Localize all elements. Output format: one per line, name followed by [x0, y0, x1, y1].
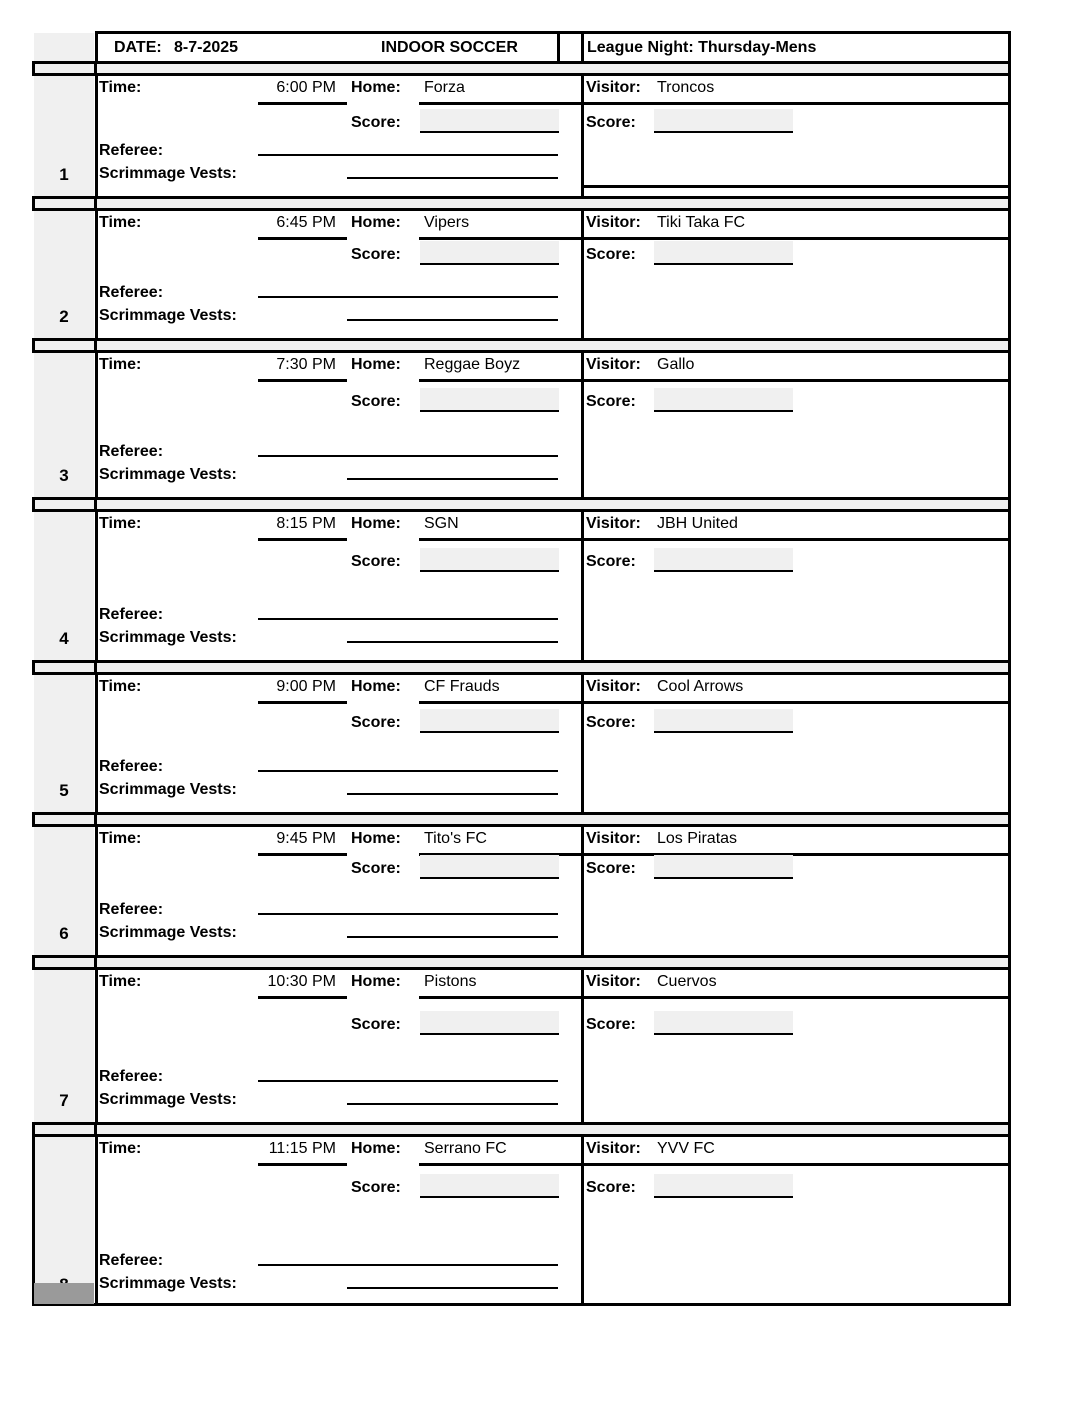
- time-underline: [258, 538, 347, 541]
- game-time: 6:45 PM: [276, 214, 336, 231]
- block-right-border: [1008, 675, 1011, 812]
- league-night: League Night: Thursday-Mens: [587, 39, 817, 56]
- referee-field[interactable]: [258, 1080, 558, 1082]
- vests-label: Scrimmage Vests:: [99, 307, 237, 324]
- home-row-underline: [419, 102, 583, 105]
- block-right-border: [1008, 211, 1011, 338]
- game-separator: [32, 61, 1011, 76]
- game-time: 9:45 PM: [276, 830, 336, 847]
- extra-rule: [582, 185, 1011, 188]
- home-score-field[interactable]: [420, 388, 559, 412]
- block-middle-border: [581, 76, 584, 196]
- home-score-field[interactable]: [420, 709, 559, 733]
- date-value: 8-7-2025: [174, 39, 239, 56]
- referee-field[interactable]: [258, 296, 558, 298]
- time-label: Time:: [99, 515, 142, 532]
- game-time: 9:00 PM: [276, 678, 336, 695]
- visitor-score-field[interactable]: [654, 709, 793, 733]
- game-time: 11:15 PM: [268, 1140, 336, 1157]
- referee-field[interactable]: [258, 913, 558, 915]
- vests-label: Scrimmage Vests:: [99, 781, 237, 798]
- visitor-label: Visitor:: [586, 356, 641, 373]
- home-row-underline: [419, 237, 583, 240]
- time-underline: [258, 853, 347, 856]
- time-label: Time:: [99, 973, 142, 990]
- separator-split: [94, 663, 97, 672]
- referee-field[interactable]: [258, 770, 558, 772]
- visitor-score-label: Score:: [586, 1179, 636, 1196]
- block-left-border: [95, 211, 98, 338]
- home-label: Home:: [351, 214, 401, 231]
- separator-split: [94, 500, 97, 509]
- visitor-label: Visitor:: [586, 973, 641, 990]
- game-separator: [32, 812, 1011, 827]
- home-row-underline: [419, 996, 583, 999]
- game-time: 10:30 PM: [267, 973, 336, 990]
- block-middle-border: [581, 827, 584, 955]
- referee-label: Referee:: [99, 1252, 164, 1269]
- game-separator: [32, 338, 1011, 353]
- referee-label: Referee:: [99, 443, 164, 460]
- visitor-label: Visitor:: [586, 1140, 641, 1157]
- home-score-field[interactable]: [420, 1174, 559, 1198]
- vests-field[interactable]: [347, 1103, 558, 1105]
- vests-label: Scrimmage Vests:: [99, 629, 237, 646]
- block-left-border: [95, 353, 98, 497]
- vests-field[interactable]: [347, 793, 558, 795]
- header-divider: [581, 31, 584, 63]
- block-middle-border: [581, 512, 584, 660]
- visitor-team: Tiki Taka FC: [657, 214, 746, 231]
- game-number: 3: [59, 466, 69, 485]
- visitor-team: JBH United: [657, 515, 738, 532]
- home-team: Vipers: [424, 214, 470, 231]
- visitor-score-field[interactable]: [654, 388, 793, 412]
- visitor-score-label: Score:: [586, 1016, 636, 1033]
- home-label: Home:: [351, 356, 401, 373]
- home-label: Home:: [351, 79, 401, 96]
- vests-label: Scrimmage Vests:: [99, 1091, 237, 1108]
- vests-field[interactable]: [347, 177, 558, 179]
- block-right-border: [1008, 353, 1011, 497]
- visitor-score-label: Score:: [586, 714, 636, 731]
- referee-label: Referee:: [99, 1068, 164, 1085]
- home-score-label: Score:: [351, 246, 401, 263]
- vests-label: Scrimmage Vests:: [99, 1275, 237, 1292]
- separator-split: [94, 199, 97, 208]
- game-separator: [32, 660, 1011, 675]
- time-underline: [258, 996, 347, 999]
- home-team: Serrano FC: [424, 1140, 507, 1157]
- header-top-border: [95, 31, 1011, 34]
- game-number: 2: [59, 307, 69, 326]
- vests-label: Scrimmage Vests:: [99, 924, 237, 941]
- visitor-label: Visitor:: [586, 515, 641, 532]
- time-underline: [258, 701, 347, 704]
- visitor-team: YVV FC: [657, 1140, 715, 1157]
- visitor-row-underline: [582, 538, 1011, 541]
- referee-label: Referee:: [99, 758, 164, 775]
- visitor-score-label: Score:: [586, 553, 636, 570]
- home-score-label: Score:: [351, 714, 401, 731]
- vests-field[interactable]: [347, 319, 558, 321]
- time-underline: [258, 237, 347, 240]
- block-right-border: [1008, 827, 1011, 955]
- game-number: 5: [59, 781, 69, 800]
- home-label: Home:: [351, 678, 401, 695]
- referee-label: Referee:: [99, 606, 164, 623]
- time-label: Time:: [99, 214, 142, 231]
- visitor-team: Cuervos: [657, 973, 717, 990]
- visitor-score-label: Score:: [586, 114, 636, 131]
- event-title: INDOOR SOCCER: [381, 39, 518, 56]
- time-label: Time:: [99, 1140, 142, 1157]
- vests-label: Scrimmage Vests:: [99, 165, 237, 182]
- visitor-score-label: Score:: [586, 393, 636, 410]
- block-left-border: [95, 512, 98, 660]
- separator-split: [94, 958, 97, 967]
- visitor-team: Los Piratas: [657, 830, 738, 847]
- time-label: Time:: [99, 356, 142, 373]
- block-middle-border: [581, 970, 584, 1122]
- home-row-underline: [419, 1163, 583, 1166]
- referee-field[interactable]: [258, 455, 558, 457]
- visitor-row-underline: [582, 1163, 1011, 1166]
- block-middle-border: [581, 353, 584, 497]
- block-middle-border: [581, 211, 584, 338]
- home-label: Home:: [351, 973, 401, 990]
- home-score-field[interactable]: [420, 109, 559, 133]
- visitor-label: Visitor:: [586, 79, 641, 96]
- block-left-border: [95, 76, 98, 196]
- bottom-border: [32, 1303, 1011, 1306]
- vests-field[interactable]: [347, 936, 558, 938]
- separator-split: [94, 815, 97, 824]
- game-number: 6: [59, 924, 69, 943]
- time-label: Time:: [99, 830, 142, 847]
- vests-label: Scrimmage Vests:: [99, 466, 237, 483]
- block-right-border: [1008, 512, 1011, 660]
- time-label: Time:: [99, 79, 142, 96]
- game-separator: [32, 196, 1011, 211]
- home-team: Reggae Boyz: [424, 356, 521, 373]
- home-label: Home:: [351, 1140, 401, 1157]
- separator-split: [94, 1125, 97, 1134]
- home-row-underline: [419, 538, 583, 541]
- home-team: CF Frauds: [424, 678, 500, 695]
- visitor-team: Troncos: [657, 79, 715, 96]
- visitor-label: Visitor:: [586, 678, 641, 695]
- home-row-underline: [419, 379, 583, 382]
- time-underline: [258, 379, 347, 382]
- referee-field[interactable]: [258, 618, 558, 620]
- referee-label: Referee:: [99, 142, 164, 159]
- visitor-row-underline: [582, 379, 1011, 382]
- home-score-field[interactable]: [420, 855, 559, 879]
- home-score-label: Score:: [351, 393, 401, 410]
- referee-field[interactable]: [258, 1264, 558, 1266]
- visitor-team: Gallo: [657, 356, 695, 373]
- referee-field[interactable]: [258, 154, 558, 156]
- game-separator: [32, 497, 1011, 512]
- visitor-score-field[interactable]: [654, 109, 793, 133]
- separator-split: [94, 341, 97, 350]
- home-team: Pistons: [424, 973, 477, 990]
- block-right-border: [1008, 970, 1011, 1122]
- visitor-row-underline: [582, 102, 1011, 105]
- game-number-column: [34, 1137, 94, 1283]
- block-left-border: [95, 970, 98, 1122]
- visitor-score-field[interactable]: [654, 1174, 793, 1198]
- header-left-border: [95, 31, 98, 63]
- visitor-score-field[interactable]: [654, 1011, 793, 1035]
- home-score-label: Score:: [351, 860, 401, 877]
- game-number: 1: [59, 165, 69, 184]
- visitor-score-field[interactable]: [654, 855, 793, 879]
- home-score-label: Score:: [351, 1179, 401, 1196]
- block-left-border: [95, 827, 98, 955]
- referee-label: Referee:: [99, 284, 164, 301]
- game-number: 7: [59, 1091, 69, 1110]
- time-underline: [258, 102, 347, 105]
- vests-field[interactable]: [347, 478, 558, 480]
- home-team: Forza: [424, 79, 465, 96]
- vests-field[interactable]: [347, 1287, 558, 1289]
- game-time: 7:30 PM: [276, 356, 336, 373]
- home-score-field[interactable]: [420, 241, 559, 265]
- referee-label: Referee:: [99, 901, 164, 918]
- visitor-team: Cool Arrows: [657, 678, 744, 695]
- home-label: Home:: [351, 830, 401, 847]
- visitor-score-label: Score:: [586, 860, 636, 877]
- block-right-border: [1008, 76, 1011, 196]
- game-separator: [32, 955, 1011, 970]
- footer-shaded-cell: [34, 1283, 94, 1304]
- home-score-label: Score:: [351, 114, 401, 131]
- home-score-label: Score:: [351, 1016, 401, 1033]
- visitor-row-underline: [582, 237, 1011, 240]
- block-left-border: [95, 1137, 98, 1306]
- home-label: Home:: [351, 515, 401, 532]
- time-label: Time:: [99, 678, 142, 695]
- home-score-label: Score:: [351, 553, 401, 570]
- visitor-score-field[interactable]: [654, 241, 793, 265]
- visitor-row-underline: [582, 701, 1011, 704]
- vests-field[interactable]: [347, 641, 558, 643]
- visitor-score-field[interactable]: [654, 548, 793, 572]
- header-right-border: [1008, 31, 1011, 63]
- home-team: Tito's FC: [424, 830, 487, 847]
- home-score-field[interactable]: [420, 1011, 559, 1035]
- game-number: 4: [59, 629, 69, 648]
- home-team: SGN: [424, 515, 459, 532]
- block-left-border: [95, 675, 98, 812]
- home-row-underline: [419, 701, 583, 704]
- block-middle-border: [581, 675, 584, 812]
- game-time: 6:00 PM: [276, 79, 336, 96]
- game-time: 8:15 PM: [276, 515, 336, 532]
- header-divider: [557, 31, 560, 63]
- header-number-cell: [34, 33, 94, 61]
- visitor-label: Visitor:: [586, 214, 641, 231]
- visitor-label: Visitor:: [586, 830, 641, 847]
- visitor-row-underline: [582, 853, 1011, 856]
- home-score-field[interactable]: [420, 548, 559, 572]
- date-label: DATE:: [114, 39, 162, 56]
- separator-split: [94, 64, 97, 73]
- visitor-score-label: Score:: [586, 246, 636, 263]
- time-underline: [258, 1163, 347, 1166]
- game-separator: [32, 1122, 1011, 1137]
- visitor-row-underline: [582, 996, 1011, 999]
